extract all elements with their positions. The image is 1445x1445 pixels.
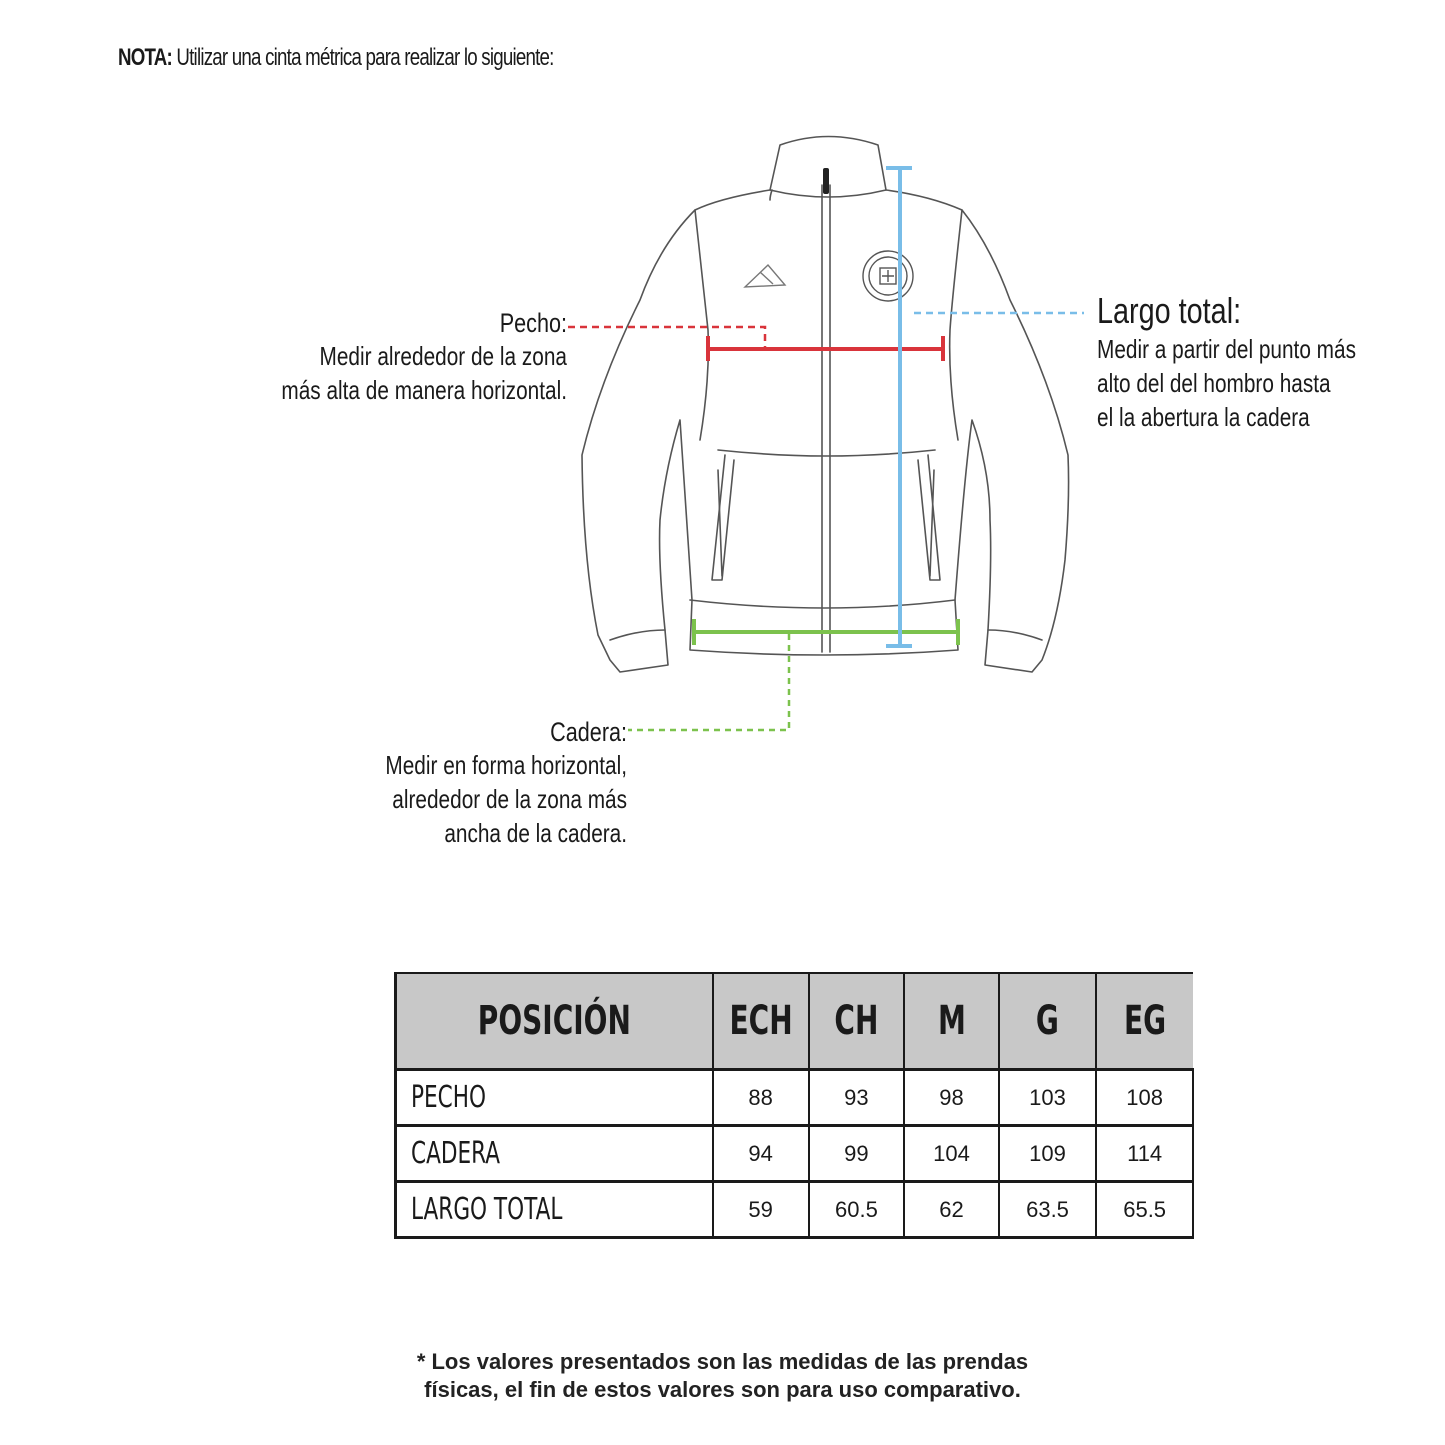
pecho-leader-line [568,327,765,349]
table-row [396,1126,1194,1182]
table-cell: 103 [999,1070,1097,1126]
largo-measure-line [886,168,912,646]
header-size-ech: ECH [713,973,809,1070]
footnote-line-1: * Los valores presentados son las medidas de las prendas [416,1349,1029,1374]
largo-desc-line-3: el la abertura la cadera [1097,402,1310,432]
size-table-header-row [396,973,1194,1070]
table-cell: 88 [713,1070,809,1126]
table-cell: 59 [713,1182,809,1238]
table-cell: 65.5 [1096,1182,1193,1238]
row-label-cadera: CADERA [396,1126,713,1182]
cadera-annotation [385,717,627,850]
pecho-annotation [281,308,567,407]
largo-desc-line-2: alto del del hombro hasta [1097,368,1331,398]
note-body: Utilizar una cinta métrica para realizar lo siguiente: [171,44,554,71]
table-row [396,1070,1194,1126]
cadera-desc-line-2: alrededor de la zona más [392,784,627,814]
cadera-title: Cadera: [550,717,627,747]
table-cell: 62 [904,1182,999,1238]
cadera-leader-line [628,634,789,730]
footnote-line-2: físicas, el fin de estos valores son para uso comparativo. [424,1377,1021,1402]
table-cell: 104 [904,1126,999,1182]
table-cell: 63.5 [999,1182,1097,1238]
jacket-body-outline [582,190,1069,672]
table-cell: 60.5 [809,1182,905,1238]
brand-logo-icon [745,265,785,287]
header-size-eg: EG [1096,973,1193,1070]
row-label-largo-total: LARGO TOTAL [396,1182,713,1238]
largo-desc-line-1: Medir a partir del punto más [1097,334,1356,364]
zipper-pull [823,168,829,194]
table-cell: 99 [809,1126,905,1182]
table-row [396,1182,1194,1238]
note-prefix: NOTA: [118,44,172,71]
row-label-pecho: PECHO [396,1070,713,1126]
header-position: POSICIÓN [396,973,713,1070]
table-cell: 109 [999,1126,1097,1182]
largo-title: Largo total: [1097,290,1242,331]
table-cell: 93 [809,1070,905,1126]
pecho-measure-line [708,336,943,361]
size-table [394,972,1194,1239]
cadera-desc-line-3: ancha de la cadera. [444,818,627,848]
table-cell: 108 [1096,1070,1193,1126]
cadera-measure-line [694,619,958,645]
crest-icon [863,251,913,301]
header-size-m: M [904,973,999,1070]
cadera-desc-line-1: Medir en forma horizontal, [385,750,627,780]
largo-annotation [1097,290,1356,434]
footnote [0,1348,1445,1404]
table-cell: 114 [1096,1126,1193,1182]
table-cell: 98 [904,1070,999,1126]
pecho-title: Pecho: [499,308,567,338]
pecho-desc-line-2: más alta de manera horizontal. [281,375,567,405]
header-size-ch: CH [809,973,905,1070]
header-size-g: G [999,973,1097,1070]
table-cell: 94 [713,1126,809,1182]
pecho-desc-line-1: Medir alrededor de la zona [319,341,567,371]
